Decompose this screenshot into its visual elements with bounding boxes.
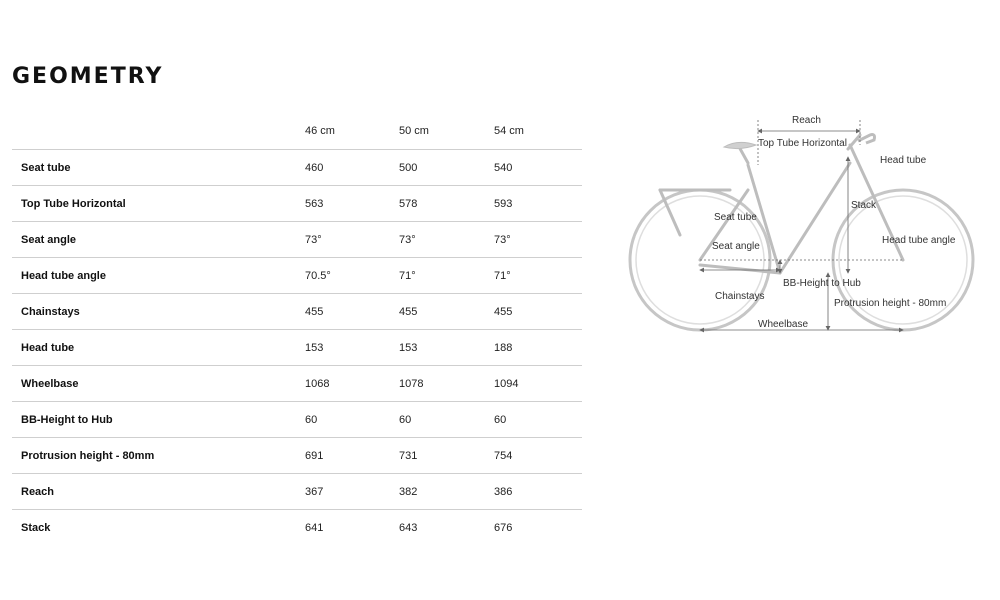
row-label: Chainstays xyxy=(12,294,304,330)
table-cell: 540 xyxy=(493,150,582,186)
table-row xyxy=(12,366,582,402)
table-cell: 754 xyxy=(493,438,582,474)
table-cell: 73° xyxy=(493,222,582,258)
row-label: Wheelbase xyxy=(12,366,304,402)
table-cell: 60 xyxy=(304,402,398,438)
row-label: Protrusion height - 80mm xyxy=(12,438,304,474)
table-cell: 500 xyxy=(398,150,493,186)
bike-geometry-diagram xyxy=(620,105,985,355)
row-label: Seat tube xyxy=(12,150,304,186)
row-label: Seat angle xyxy=(12,222,304,258)
table-header-row xyxy=(12,113,582,150)
table-cell: 455 xyxy=(398,294,493,330)
table-cell: 1078 xyxy=(398,366,493,402)
table-row xyxy=(12,186,582,222)
table-cell: 1094 xyxy=(493,366,582,402)
saddle xyxy=(724,142,756,148)
seat-tube-label: Seat tube xyxy=(714,212,757,223)
reach-label: Reach xyxy=(792,115,821,126)
table-cell: 641 xyxy=(305,521,324,534)
table-row xyxy=(12,222,582,258)
table-cell: 71° xyxy=(493,258,582,294)
row-label: Stack xyxy=(21,521,51,534)
row-label: Reach xyxy=(12,474,304,510)
table-cell: 70.5° xyxy=(304,258,398,294)
table-row xyxy=(12,438,582,474)
table-cell: 386 xyxy=(493,474,582,510)
row-label: Top Tube Horizontal xyxy=(12,186,304,222)
column-header: 46 cm xyxy=(304,113,398,150)
column-header: 50 cm xyxy=(398,113,493,150)
table-cell: 731 xyxy=(398,438,493,474)
row-label: Head tube xyxy=(12,330,304,366)
table-cell: 382 xyxy=(398,474,493,510)
geometry-table xyxy=(12,113,582,545)
table-row xyxy=(12,294,582,330)
stack-label: Stack xyxy=(851,200,877,211)
table-cell: 153 xyxy=(398,330,493,366)
table-cell: 153 xyxy=(304,330,398,366)
table-cell: 643 xyxy=(399,521,418,534)
table-cell: 188 xyxy=(493,330,582,366)
head-tube-angle-label: Head tube angle xyxy=(882,235,956,246)
table-cell: 60 xyxy=(493,402,582,438)
wheelbase-label: Wheelbase xyxy=(758,319,809,330)
table-cell: 367 xyxy=(304,474,398,510)
protrusion-label: Protrusion height - 80mm xyxy=(834,298,947,309)
chainstays-label: Chainstays xyxy=(715,291,765,302)
table-row xyxy=(12,510,582,546)
table-cell: 71° xyxy=(398,258,493,294)
table-cell: 455 xyxy=(304,294,398,330)
table-cell: 578 xyxy=(398,186,493,222)
bb-height-label: BB-Height to Hub xyxy=(783,278,861,289)
head-tube-label: Head tube xyxy=(880,155,927,166)
seat-angle-label: Seat angle xyxy=(712,241,760,252)
table-cell: 455 xyxy=(493,294,582,330)
table-cell: 1068 xyxy=(304,366,398,402)
column-header: 54 cm xyxy=(493,113,582,150)
table-cell: 460 xyxy=(304,150,398,186)
row-label: Head tube angle xyxy=(12,258,304,294)
column-header xyxy=(12,113,304,150)
table-row xyxy=(12,150,582,186)
table-row xyxy=(12,474,582,510)
table-cell: 593 xyxy=(493,186,582,222)
table-cell: 73° xyxy=(304,222,398,258)
page-title: GEOMETRY xyxy=(12,64,164,89)
table-cell: 73° xyxy=(398,222,493,258)
table-cell: 691 xyxy=(304,438,398,474)
table-row xyxy=(12,330,582,366)
table-cell: 60 xyxy=(398,402,493,438)
table-row xyxy=(12,402,582,438)
table-cell: 563 xyxy=(304,186,398,222)
table-row xyxy=(12,258,582,294)
top-tube-label: Top Tube Horizontal xyxy=(758,138,847,149)
row-label: BB-Height to Hub xyxy=(12,402,304,438)
table-cell: 676 xyxy=(494,521,513,534)
